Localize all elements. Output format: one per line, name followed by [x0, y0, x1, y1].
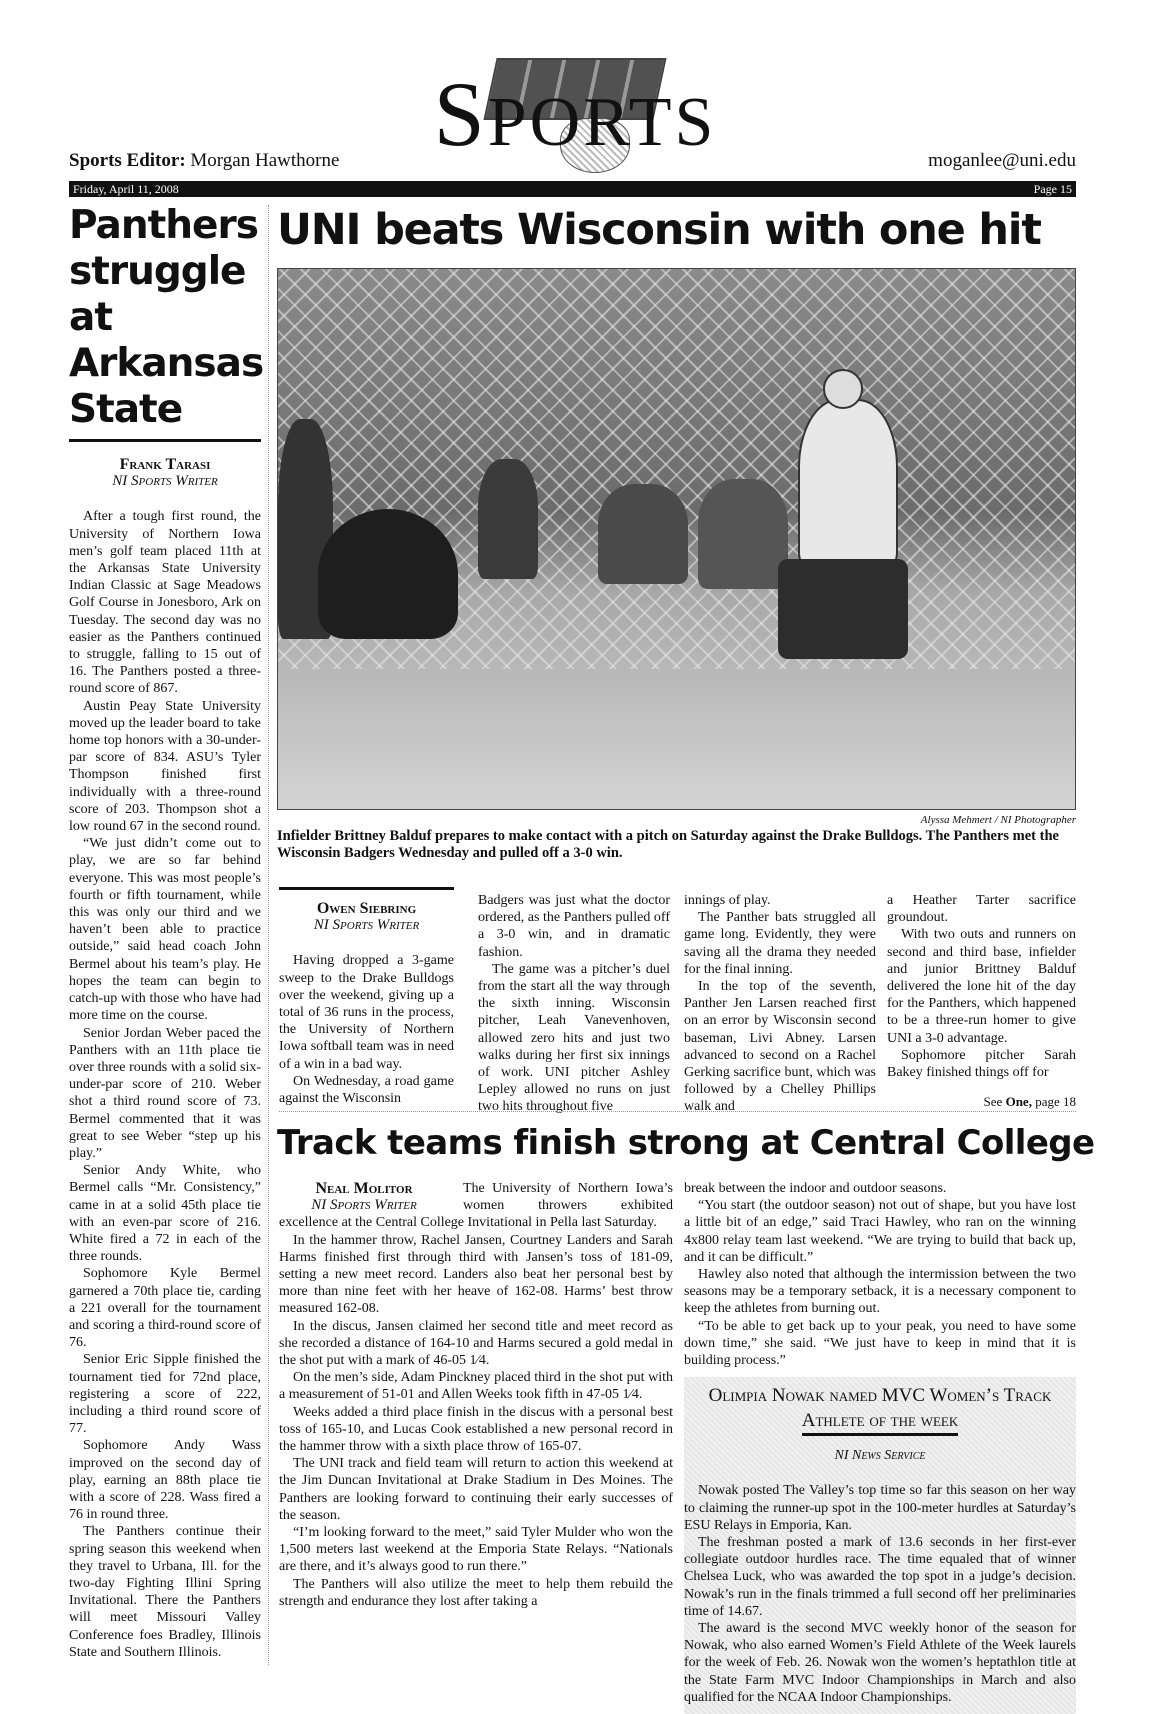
editor-email[interactable]: moganlee@uni.edu	[928, 150, 1076, 171]
track-column-2	[684, 1180, 1076, 1714]
golf-article	[69, 203, 264, 1661]
paragraph: “To be able to get back up to your peak, you need to have some down time,” she said. “We just have to keep in mind that it is building process.”	[684, 1318, 1076, 1369]
batter-legs	[778, 559, 908, 659]
section-title-rest: PORTS	[487, 84, 717, 161]
paragraph: With two outs and runners on second and third base, infielder and junior Brittney Balduf delivered the lone hit of the day for the Panthers, which happened to be a three-run homer to give UNI a 3-0 advantage.	[887, 927, 1076, 1046]
softball-column-2	[478, 892, 670, 1116]
paragraph: In the discus, Jansen claimed her second title and meet record as she recorded a distance of 164-10 and Harms secured a gold medal in the shot put with a mark of 46-05 1⁄4.	[279, 1318, 673, 1369]
softball-headline: UNI beats Wisconsin with one hit	[277, 205, 1041, 255]
author-name: Neal Molitor	[315, 1180, 413, 1197]
column-divider	[268, 205, 269, 1665]
paragraph: On the men’s side, Adam Pinckney placed third in the shot put with a measurement of 51-01 and Allen Weeks took fifth in 47-05 1⁄4.	[279, 1370, 673, 1403]
softball-column-3	[684, 892, 876, 1116]
page-number: Page 15	[1033, 182, 1072, 196]
paragraph: Senior Andy White, who Bermel calls “Mr. Consistency,” came in at a solid 45th place tie with an even-par score of 216. White fired a 72 in each of the three rounds.	[69, 1163, 261, 1265]
author-title: NI Sports Writer	[313, 917, 420, 934]
nowak-headline-line1: Olimpia Nowak named MVC Women’s Track	[708, 1385, 1052, 1407]
date-bar	[69, 181, 1076, 197]
paragraph: The University of Northern Iowa’s women throwers exhibited excellence at the Central College Invitational in Pella last Saturday.	[279, 1181, 673, 1231]
paragraph: innings of play.	[684, 893, 771, 908]
paragraph: Sophomore pitcher Sarah Bakey finished things off for	[887, 1047, 1076, 1081]
byline-rule	[279, 887, 454, 890]
paragraph: Senior Eric Sipple finished the tournament tied for 72nd place, registering a score of 222, including a third round score of 77.	[69, 1352, 261, 1437]
paragraph: Nowak posted The Valley’s top time so far this season on her way to claiming the runner-up spot in the 100-meter hurdles at Saturday’s ESU Relays in Emporia, Kan.	[684, 1483, 1076, 1533]
paragraph: After a tough first round, the University of Northern Iowa men’s golf team placed 11th at the Arkansas State University Indian Classic at Sage Meadows Golf Course in Jonesboro, Ark on Tuesday. The second day was no easier as the Panthers continued to struggle, falling to 15 out of 16. The Panthers posted a three-round score of 867.	[69, 509, 261, 697]
jump-word: One,	[1005, 1094, 1032, 1110]
photo-caption: Infielder Brittney Balduf prepares to make contact with a pitch on Saturday against the Drake Bulldogs. The Panthers met the Wisconsin Badgers Wednesday and pulled off a 3-0 win.	[277, 828, 1059, 861]
paragraph: Sophomore Kyle Bermel garnered a 70th place tie, carding a 221 overall for the tournament and scoring a third-round score of 76.	[69, 1266, 261, 1351]
batter-figure	[798, 399, 898, 569]
nowak-sidebar	[684, 1377, 1076, 1714]
softball-column-1	[279, 892, 454, 1107]
catcher-figure	[318, 509, 458, 639]
spectator-figure	[598, 484, 688, 584]
paragraph: a Heather Tarter sacrifice groundout.	[887, 893, 1076, 926]
author-name: Owen Siebring	[316, 900, 417, 917]
jump-prefix: See	[983, 1094, 1003, 1110]
softball-photo	[277, 268, 1076, 810]
paragraph: The game was a pitcher’s duel from the start all the way through the sixth inning. Wisconsin pitcher, Leah Vanevenhoven, allowed zero hits and just two walks during her first six innings of work. UNI pitcher Ashley Lepley allowed no runs on just two hits throughout five	[478, 961, 670, 1115]
editor-name: Morgan Hawthorne	[190, 150, 340, 171]
paragraph: Weeks added a third place finish in the discus with a personal best toss of 165-10, and Lucas Cook established a new personal record in the hammer throw with a sixth place throw of 165-07.	[279, 1404, 673, 1455]
paragraph: Sophomore Andy Wass improved on the second day of play, earning an 88th place tie with a score of 228. Wass fired a 76 in round three.	[69, 1438, 261, 1523]
track-column-1	[279, 1180, 673, 1610]
author-title: NI Sports Writer	[311, 1197, 417, 1214]
paragraph: In the top of the seventh, Panther Jen Larsen reached first on an error by Wisconsin second baseman, Livi Abney. Larsen advanced to second on a Rachel Gerking sacrifice bunt, which was followed by a Chelley Phillips walk and	[684, 979, 876, 1115]
track-byline	[279, 1180, 449, 1214]
paragraph: The Panthers will also utilize the meet to help them rebuild the strength and endurance they lost after taking a	[279, 1576, 673, 1609]
paragraph: The Panthers continue their spring season this weekend when they travel to Urbana, Ill. for the two-day Fighting Illini Spring Invitational. There the Panthers will meet Missouri Valley Conference foes Bradley, Illinois State and Southern Illinois.	[69, 1524, 261, 1660]
author-title: NI Sports Writer	[112, 473, 218, 490]
nowak-headline-line2: Athlete of the week	[802, 1410, 959, 1436]
spectator-figure	[478, 459, 538, 579]
paragraph: The freshman posted a mark of 13.6 seconds in her first-ever collegiate outdoor hurdles race. The time equaled that of winner Chelsea Luck, who was awarded the top spot in a judge’s decision. Nowak’s run in the finals trimmed a full second off her preliminaries time of 14.67.	[684, 1535, 1076, 1619]
sports-editor-line	[69, 150, 339, 172]
paragraph: Austin Peay State University moved up the leader board to take home top honors with a 30-under-par score of 834. ASU’s Tyler Thompson finished first individually with a three-round score of 203. Thompson shot a low round 67 in the second round.	[69, 698, 261, 835]
editor-label: Sports Editor:	[69, 150, 186, 171]
track-headline: Track teams finish strong at Central College	[277, 1123, 1095, 1163]
paragraph: Badgers was just what the doctor ordered, as the Panthers pulled off a 3-0 win, and in dramatic fashion.	[478, 893, 670, 960]
golf-byline	[69, 456, 261, 490]
paragraph: The Panther bats struggled all game long. Evidently, they were saving all the drama they needed for the final inning.	[684, 910, 876, 977]
jump-page: page 18	[1035, 1094, 1076, 1110]
nowak-byline: NI News Service	[834, 1448, 926, 1464]
paragraph: The UNI track and field team will return to action this weekend at the Jim Duncan Invitational at Drake Stadium in Des Moines. The Panthers are looking forward to continuing their early successes of the season.	[279, 1456, 673, 1523]
batter-helmet	[823, 369, 863, 409]
section-divider	[279, 1111, 1076, 1112]
paragraph: break between the indoor and outdoor seasons.	[684, 1181, 947, 1196]
softball-byline	[279, 900, 454, 934]
softball-column-4	[887, 892, 1076, 1110]
paragraph: On Wednesday, a road game against the Wisconsin	[279, 1073, 454, 1107]
continued-jump-link[interactable]	[887, 1093, 1076, 1110]
paragraph: Senior Jordan Weber paced the Panthers with an 11th place tie over three rounds with a solid six-under-par score of 210. Weber shot a third round score of 73. Bermel commented that it was great to see Weber “step up his play.”	[69, 1025, 261, 1161]
paragraph: “I’m looking forward to the meet,” said Tyler Mulder who won the 1,500 meters last weekend at the Emporia State Relays. “Nationals are there, and it’s always good to run there.”	[279, 1525, 673, 1575]
paragraph: “We just didn’t come out to play, we are so far behind everyone. This was most people’s fourth or fifth tournament, while this was only our third and we haven’t been able to practice outside,” said head coach John Bermel about his team’s play. He hopes the team can begin to catch-up with those who have had more time on the course.	[69, 836, 261, 1024]
section-title-initial: S	[433, 63, 488, 165]
golf-headline: Panthers struggle at Arkansas State	[69, 203, 261, 442]
photo-credit: Alyssa Mehmert / NI Photographer	[920, 814, 1076, 826]
spectator-figure	[698, 479, 788, 589]
nowak-headline	[684, 1383, 1076, 1433]
issue-date: Friday, April 11, 2008	[73, 182, 179, 196]
paragraph: The award is the second MVC weekly honor of the season for Nowak, who also earned Women’s Field Athlete of the Week laurels for the week of Feb. 26. Nowak won the women’s heptathlon title at the State Farm MVC Indoor Championships in March and also qualified for the NCAA Indoor Championships.	[684, 1621, 1076, 1705]
paragraph: Having dropped a 3-game sweep to the Drake Bulldogs over the weekend, giving up a total of 36 runs in the process, the University of Northern Iowa softball team was in need of a win in a bad way.	[279, 953, 454, 1072]
paragraph: “You start (the outdoor season) not out of shape, but you have lost a little bit of an edge,” said Traci Hawley, who ran on the winning 4x800 relay team last weekend. “We are trying to build that back up, and it can be difficult.”	[684, 1198, 1076, 1265]
author-name: Frank Tarasi	[119, 456, 211, 473]
paragraph: Hawley also noted that although the intermission between the two seasons may be a temporary setback, it is a necessary component to keep the athletes from burning out.	[684, 1267, 1076, 1317]
paragraph: In the hammer throw, Rachel Jansen, Courtney Landers and Sarah Harms finished first through third with Jansen’s toss of 181-09, setting a new meet record. Landers also beat her personal best by more than nine feet with her heave of 162-08. Harms’ best throw measured 162-08.	[279, 1232, 673, 1317]
